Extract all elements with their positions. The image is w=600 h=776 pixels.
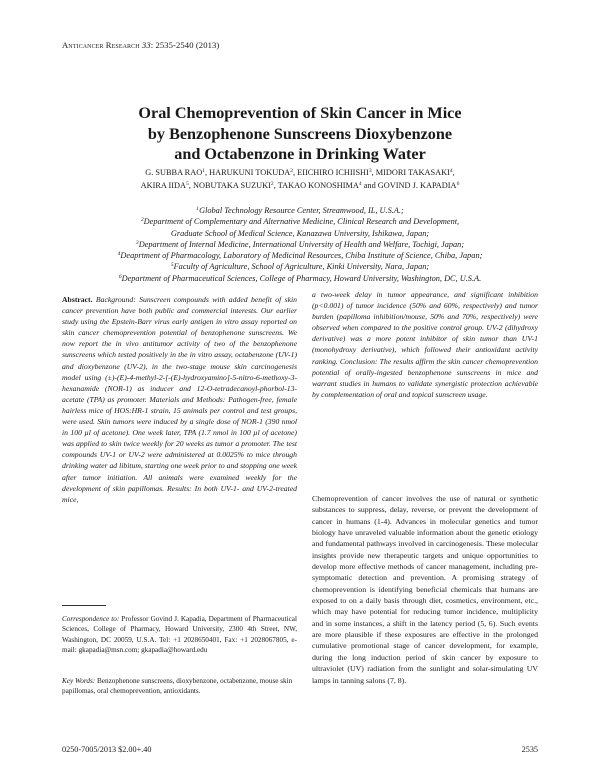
journal-pages-year: : 2535-2540 (2013) [150,40,220,50]
author-name: and GOVIND J. KAPADIA [361,180,457,190]
correspondence-note [62,614,297,656]
affiliation-sup: 2 [140,217,144,224]
author-sup: 1 [202,168,205,174]
abstract [62,294,297,505]
affiliation-sup: 3 [135,239,139,246]
affiliation [60,205,540,216]
author-sup: 4 [449,168,453,174]
keywords [62,676,297,697]
author-line [60,167,540,180]
journal-header [62,40,219,50]
author-sup: 6 [456,180,460,187]
abstract-continuation: a two-week delay in tumor appearance, and significant inhibition (p<0.001) of tumor incidence (50% and 60%, respectively) and tumor burden (papilloma inhibition/mouse, 50% and 70%, respectively) were observed when compared to the positive control group. UV-2 (dihydroxy derivative) was a more potent inhibitor of skin tumor than UV-1 (monohydroxy derivative), which followed their antioxidant activity ranking. Conclusion: The results affirm the skin cancer chemoprevention potential of orally-ingested benzophenone sunscreens in mice and warrant studies in humans to validate synergistic protection achievable by complementation of oral and topical sunscreen usage. [312,290,538,399]
title-line: Oral Chemoprevention of Skin Cancer in Mice [138,104,462,122]
author-name: , HARUKUNI TOKUDA [205,168,291,177]
author-name: AKIRA IIDA [140,180,187,190]
author-sup: 5 [186,180,189,187]
title-line: by Benzophenone Sunscreens Dioxybenzone [147,124,453,143]
author-list [60,167,540,192]
correspondence-text: Professor Govind J. Kapadia, Department of Pharmaceutical Sciences, College of Pharmacy, Howard University, 2300 4th Street, NW, Washington, DC 20059, U.S.A. Tel: +1 2028650401, Fax: +1 2028067805, e-mail: gkapadia@msn.com; gkapadia@howard.edu [62,615,297,655]
author-name: G. SUBBA RAO [145,168,203,177]
issn-code: 0250-7005/2013 $2.00+.40 [62,745,152,754]
affiliation [60,239,540,250]
journal-name: Anticancer Research [62,40,140,50]
author-name: , MIDORI TAKASAKI [371,168,450,177]
author-line [60,180,540,193]
introduction-paragraph: Chemoprevention of cancer involves the use of natural or synthetic substances to suppress, delay, reverse, or prevent the development of cancer in humans (1-4). Advances in molecular genetics and tumor biology have unraveled valuable information about the genetic etiology and fundamental pathways involved in carcinogenesis. These molecular insights provide new therapeutic targets and unique opportunities to develop more effective methods of cancer management, including pre-symptomatic detection and prevention. A promising strategy of chemoprevention is identifying beneficial chemicals that humans are exposed to on a daily basis through diet, cosmetics, environment, etc., which may have potential for reducing tumor incidence, multiplicity and in some instances, a shift in the latency period (5, 6). Such events are more plausible if these exposures are effective in the prolonged cumulative promotional stage of cancer development, for example, during the long induction period of skin cancer by exposure to ultraviolet (UV) radiation from the sunlight and solar-simulating UV lamps in tanning salons (7, 8). [312,494,538,685]
keywords-text: Benzophenone sunscreens, dioxybenzone, octabenzone, mouse skin papillomas, oral chemoprevention, antioxidants. [62,677,293,696]
affiliation [60,261,540,272]
abstract-label: Abstract. [62,295,93,304]
affiliation-text: Global Technology Resource Center, Streamwood, IL, U.S.A.; [199,206,404,215]
affiliation-text: Graduate School of Medical Science, Kanazawa University, Ishikawa, Japan; [170,228,430,238]
page-number: 2535 [521,745,538,754]
author-name: , TAKAO KONOSHIMA [273,180,359,190]
affiliation-text: Deaprtment of Pharmacology, Laboratory of Medicinal Resources, Chiba Institute of Science, Chiba, Japan; [120,251,483,261]
abstract-text: Background: Sunscreen compounds with added benefit of skin cancer prevention have both public and commercial interests. Our earlier study using the Epstein-Barr virus early antigen in vitro assay reported on skin cancer chemoprevention potential of benzophenone sunscreens. We now report the in vivo antitumor activity of two of the benzophenone sunscreens which tested positively in the in vitro assay, octabenzone (UV-1) and dioxybenzone (UV-2), in the two-stage mouse skin carcinogenesis model using (±)-(E)-4-methyl-2-[-(E)-hydroxyamino]-5-nitro-6-methoxy-3-hexanamide (NOR-1) as inducer and 12-O-tetradecanoyl-phorbol-13-acetate (TPA) as promoter. Materials and Methods: Pathogen-free, female hairless mice of HOS:HR-1 strain, 15 animals per control and test groups, were used. Skin tumors were induced by a single dose of NOR-1 (390 nmol in 100 µl of acetone). One week later, TPA (1.7 nmol in 100 µl of acetone) was applied to skin twice weekly for 20 weeks as tumor a promoter. The test compounds UV-1 or UV-2 were administered at 0.0025% to mice through drinking water ad libitum, starting one week prior to and stopping one week after tumor initiation. All animals were examined weekly for the development of skin papillomas. Results: In both UV-1- and UV-2-treated mice, [62,295,297,504]
affiliation-text: Faculty of Agriculture, School of Agriculture, Kinki University, Nara, Japan; [173,262,430,272]
author-name: , EIICHIRO ICHIISHI [293,168,369,177]
affiliation-sup: 1 [196,206,200,212]
affiliations [60,205,540,284]
keywords-label: Key Words: [62,677,96,685]
affiliation [60,250,540,261]
author-sup: 2 [290,168,293,174]
affiliation [60,273,540,284]
author-name: , NOBUTAKA SUZUKI [188,180,271,190]
article-title [60,103,540,165]
title-line: and Octabenzone in Drinking Water [174,145,426,163]
affiliation-text: Department of Internal Medicine, International University of Health and Welfare, Tochigi, Japan; [138,239,465,249]
affiliation [60,216,540,227]
author-sup: 4 [358,180,362,187]
affiliation-sup: 6 [118,273,122,280]
affiliation [60,228,540,239]
author-sup: 3 [368,168,372,174]
journal-volume: 33 [141,40,151,50]
correspondence-label: Correspondence to: [62,615,120,623]
affiliation-sup: 4 [117,251,121,258]
author-sup: 2 [270,180,274,187]
author-name: , [452,168,455,177]
footnote-divider [62,605,106,606]
affiliation-text: Department of Pharmaceutical Sciences, College of Pharmacy, Howard University, Washington, DC, U.S.A. [121,273,482,283]
affiliation-text: Department of Complementary and Alternative Medicine, Clinical Research and Development, [143,217,460,227]
affiliation-sup: 5 [170,262,174,269]
